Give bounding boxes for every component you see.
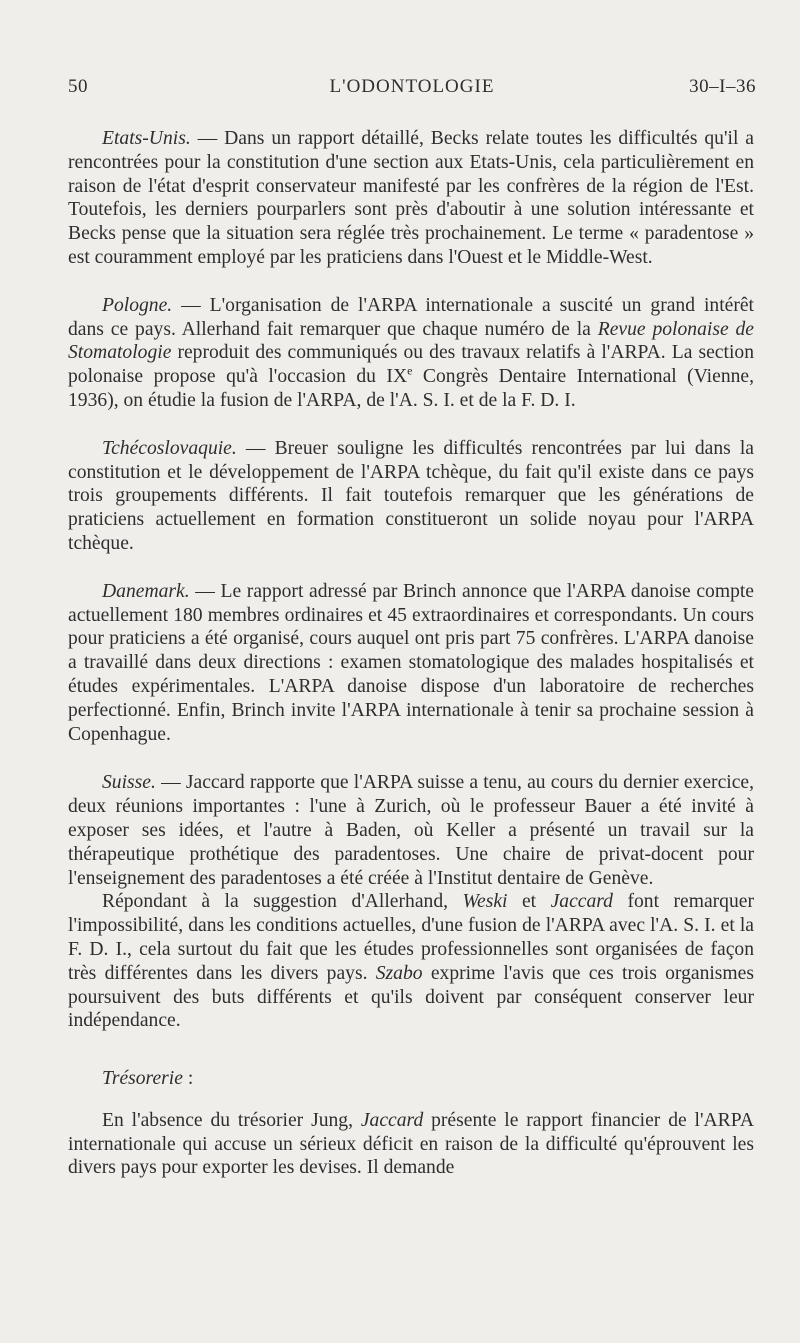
country-heading: Etats-Unis.: [102, 128, 191, 149]
country-heading: Tchécoslovaquie.: [102, 437, 237, 459]
country-heading: Danemark.: [102, 580, 190, 602]
paragraph-text: font remarquer l'impossibilité, dans les conditions actuelles, d'une fusion de l'ARPA avec l'A. S. I. et la F. D. I., cela surtout du fait que les études professionnelles sont organisées de façon très différentes dans les divers pays.: [68, 891, 754, 984]
paragraph-suisse: [68, 771, 754, 890]
page-number: 50: [68, 76, 88, 97]
em-dash: —: [189, 580, 221, 602]
paragraph-text: Congrès Dentaire International (Vienne, 1936), on étudie la fusion de l'ARPA, de l'A. S. I. et de la F. D. I.: [68, 366, 755, 411]
em-dash: —: [155, 772, 186, 794]
running-header: [68, 76, 756, 104]
article-body: [68, 127, 754, 1180]
superscript: e: [407, 363, 413, 378]
paragraph-text: présente le rapport financier de l'ARPA internationale qui accuse un sérieux déficit en raison de la difficulté qu'éprouvent les divers pays pour exporter les devises. Il demande: [68, 1109, 754, 1179]
paragraph-tresorerie: [68, 1109, 754, 1180]
person-name: Jaccard: [550, 891, 613, 913]
person-name: Szabo: [375, 962, 423, 984]
issue-date: 30–I–36: [689, 76, 756, 97]
paragraph-text: exprime l'avis que ces trois organismes poursuivent des buts différents et qu'ils doivent par conséquent conserver leur indépendance.: [68, 962, 754, 1032]
section-heading-tresorerie: [68, 1067, 754, 1091]
em-dash: —: [236, 437, 275, 459]
paragraph-text: Le rapport adressé par Brinch annonce que l'ARPA danoise compte actuellement 180 membres ordinaires et 45 extraordinaires et correspondants. Un cours pour praticiens a été organisé, cours auquel ont pris part 75 confrères. L'ARPA danoise a travaillé dans deux directions : examen stomatologique des malades hospitalisés et études expérimentales. L'ARPA danoise dispose d'un laboratoire de recherches perfectionné. Enfin, Brinch invite l'ARPA internationale à tenir sa prochaine session à Copenhague.: [68, 580, 755, 745]
paragraph-text: et: [507, 891, 551, 913]
paragraph-danemark: [68, 580, 754, 747]
paragraph-tchecoslovaquie: [68, 437, 754, 556]
heading-text: Trésorerie: [102, 1068, 183, 1090]
paragraph-text: Dans un rapport détaillé, Becks relate toutes les difficultés qu'il a rencontrées pour la constitution d'une section aux Etats-Unis, cela particulièrement en raison de l'état d'esprit conservateur manifesté par les confrères de la région de l'Est. Toutefois, les derniers pourparlers sont près d'aboutir à une solution intéressante et Becks pense que la situation sera réglée très prochainement. Le terme « paradentose » est couramment employé par les praticiens dans l'Ouest et le Middle-West.: [68, 128, 755, 268]
country-heading: Suisse.: [102, 772, 156, 794]
person-name: Weski: [462, 891, 508, 913]
paragraph-text: Répondant à la suggestion d'Allerhand,: [102, 891, 463, 913]
paragraph-text: reproduit des communiqués ou des travaux relatifs à l'ARPA. La section polonaise propose qu'à l'occasion du IX: [68, 342, 754, 388]
person-name: Jaccard: [360, 1109, 424, 1131]
heading-suffix: :: [182, 1068, 194, 1090]
journal-title: L'ODONTOLOGIE: [329, 76, 495, 97]
paragraph-etats-unis: [68, 127, 754, 270]
paragraph-pologne: [68, 294, 754, 413]
paragraph-text: En l'absence du trésorier Jung,: [102, 1109, 361, 1131]
country-heading: Pologne.: [102, 294, 173, 316]
paragraph-text: L'organisation de l'ARPA internationale a suscité un grand intérêt dans ce pays. Allerhand fait remarquer que chaque numéro de la: [68, 294, 754, 340]
paragraph-text: Breuer souligne les difficultés rencontrées par lui dans la constitution et le développement de l'ARPA tchèque, du fait qu'il existe dans ce pays trois groupements différents. Il fait toutefois remarquer que les générations de praticiens actuellement en formation constitueront un solide noyau pour l'ARPA tchèque.: [68, 437, 754, 554]
em-dash: —: [190, 128, 225, 149]
paragraph-text: Jaccard rapporte que l'ARPA suisse a tenu, au cours du dernier exercice, deux réunions importantes : l'une à Zurich, où le professeur Bauer a été invité à exposer ses idées, et l'autre à Baden, où Keller a présenté un travail sur la thérapeutique prothétique des paradentoses. Une chaire de privat-docent pour l'enseignement des paradentoses a été créée à l'Institut dentaire de Genève.: [68, 772, 755, 889]
journal-name: Revue polonaise de Stomatologie: [68, 318, 754, 364]
em-dash: —: [172, 294, 210, 316]
paragraph-response: [68, 890, 754, 1033]
